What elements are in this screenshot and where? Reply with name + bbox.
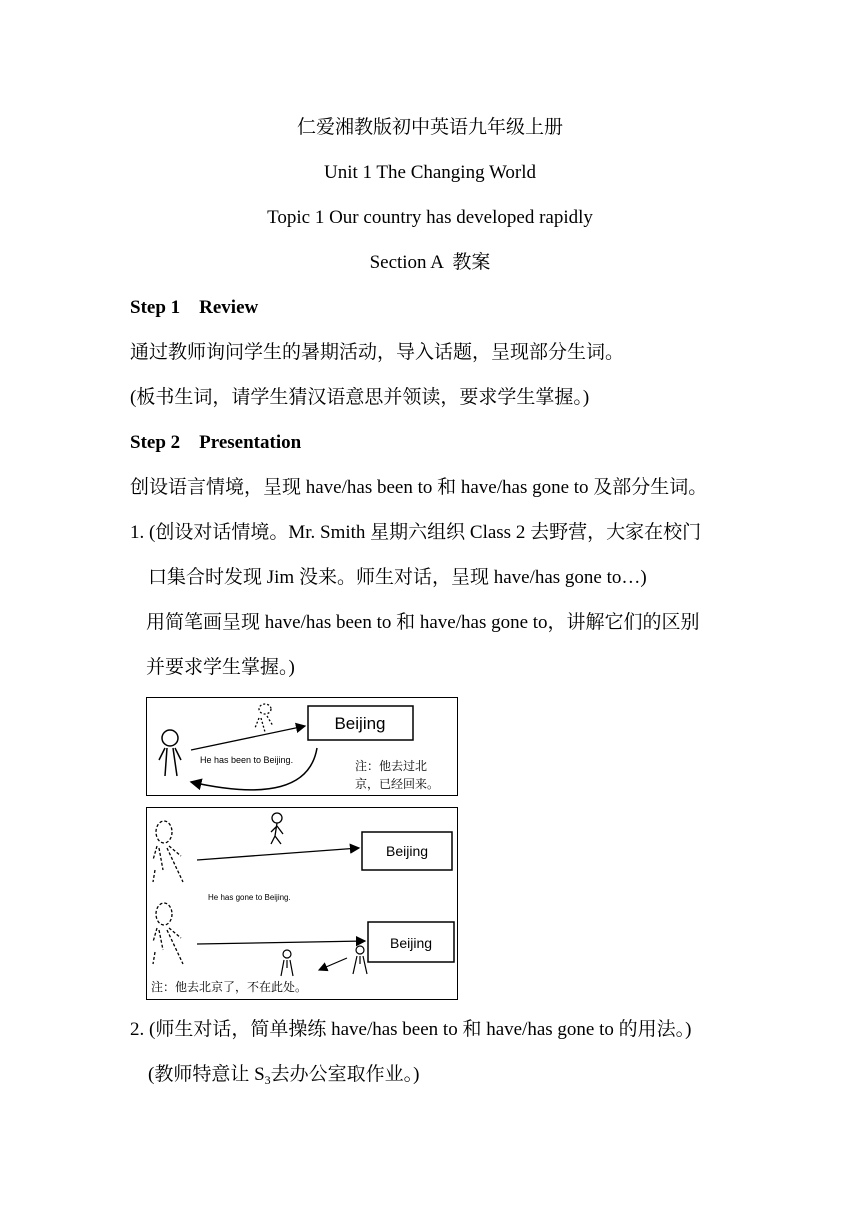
item2-text-pre: (教师特意让 S <box>148 1064 265 1085</box>
topic-title: Topic 1 Our country has developed rapidly <box>267 207 593 228</box>
step1-text-2: (板书生词，请学生猜汉语意思并领读，要求学生掌握。) <box>130 387 590 408</box>
unit-title: Unit 1 The Changing World <box>323 162 537 183</box>
has-gone-to-drawing <box>147 808 457 998</box>
figure1-place-label: Beijing <box>334 714 386 733</box>
figure2-caption: He has gone to Beijing. <box>208 893 291 902</box>
has-been-to-drawing <box>147 698 457 794</box>
step2-item1-line2: 口集合时发现 Jim 没来。师生对话，呈现 have/has gone to…) <box>148 567 647 588</box>
step1-heading: Step 1 Review <box>130 297 259 318</box>
dashed-figure-icon <box>153 821 183 882</box>
figure1-caption: He has been to Beijing. <box>200 755 294 765</box>
stick-figure-icon <box>159 730 181 776</box>
step2-heading: Step 2 Presentation <box>130 432 302 453</box>
figure2-place-bottom: Beijing <box>389 935 433 951</box>
figure2-note: 注：他去北京了，不在此处。 <box>151 980 308 994</box>
section-title: Section A 教案 <box>369 252 491 273</box>
dashed-figure-icon <box>255 704 273 732</box>
step1-text-1: 通过教师询问学生的暑期活动，导入话题，呈现部分生词。 <box>130 342 625 363</box>
figure1-note-2: 京，已经回来。 <box>355 777 440 791</box>
figure-has-been-to <box>146 697 458 796</box>
step2-item1-line4: 并要求学生掌握。) <box>146 657 295 678</box>
step2-item1-line3: 用简笔画呈现 have/has been to 和 have/has gone to，讲解它们的区别 <box>146 612 700 633</box>
step2-item2-line1: 2. (师生对话，简单操练 have/has been to 和 have/has gone to 的用法。) <box>130 1019 692 1040</box>
step2-item2-line2 <box>148 1063 419 1092</box>
small-figure-icon <box>353 946 367 974</box>
item2-subscript: 3 <box>264 1073 271 1087</box>
document-title: 仁爱湘教版初中英语九年级上册 <box>296 117 563 138</box>
figure1-note-1: 注：他去过北 <box>355 759 428 773</box>
walking-figure-icon <box>271 813 283 844</box>
step2-item1-line1: 1. (创设对话情境。Mr. Smith 星期六组织 Class 2 去野营，大家在校门 <box>130 522 702 543</box>
step2-intro: 创设语言情境，呈现 have/has been to 和 have/has gone to 及部分生词。 <box>130 477 708 498</box>
item2-text-post: 去办公室取作业。) <box>270 1064 420 1085</box>
figure2-place-top: Beijing <box>385 843 429 859</box>
figure-has-gone-to <box>146 807 458 1000</box>
dashed-figure-icon <box>153 903 183 964</box>
small-figure-icon <box>281 950 293 976</box>
